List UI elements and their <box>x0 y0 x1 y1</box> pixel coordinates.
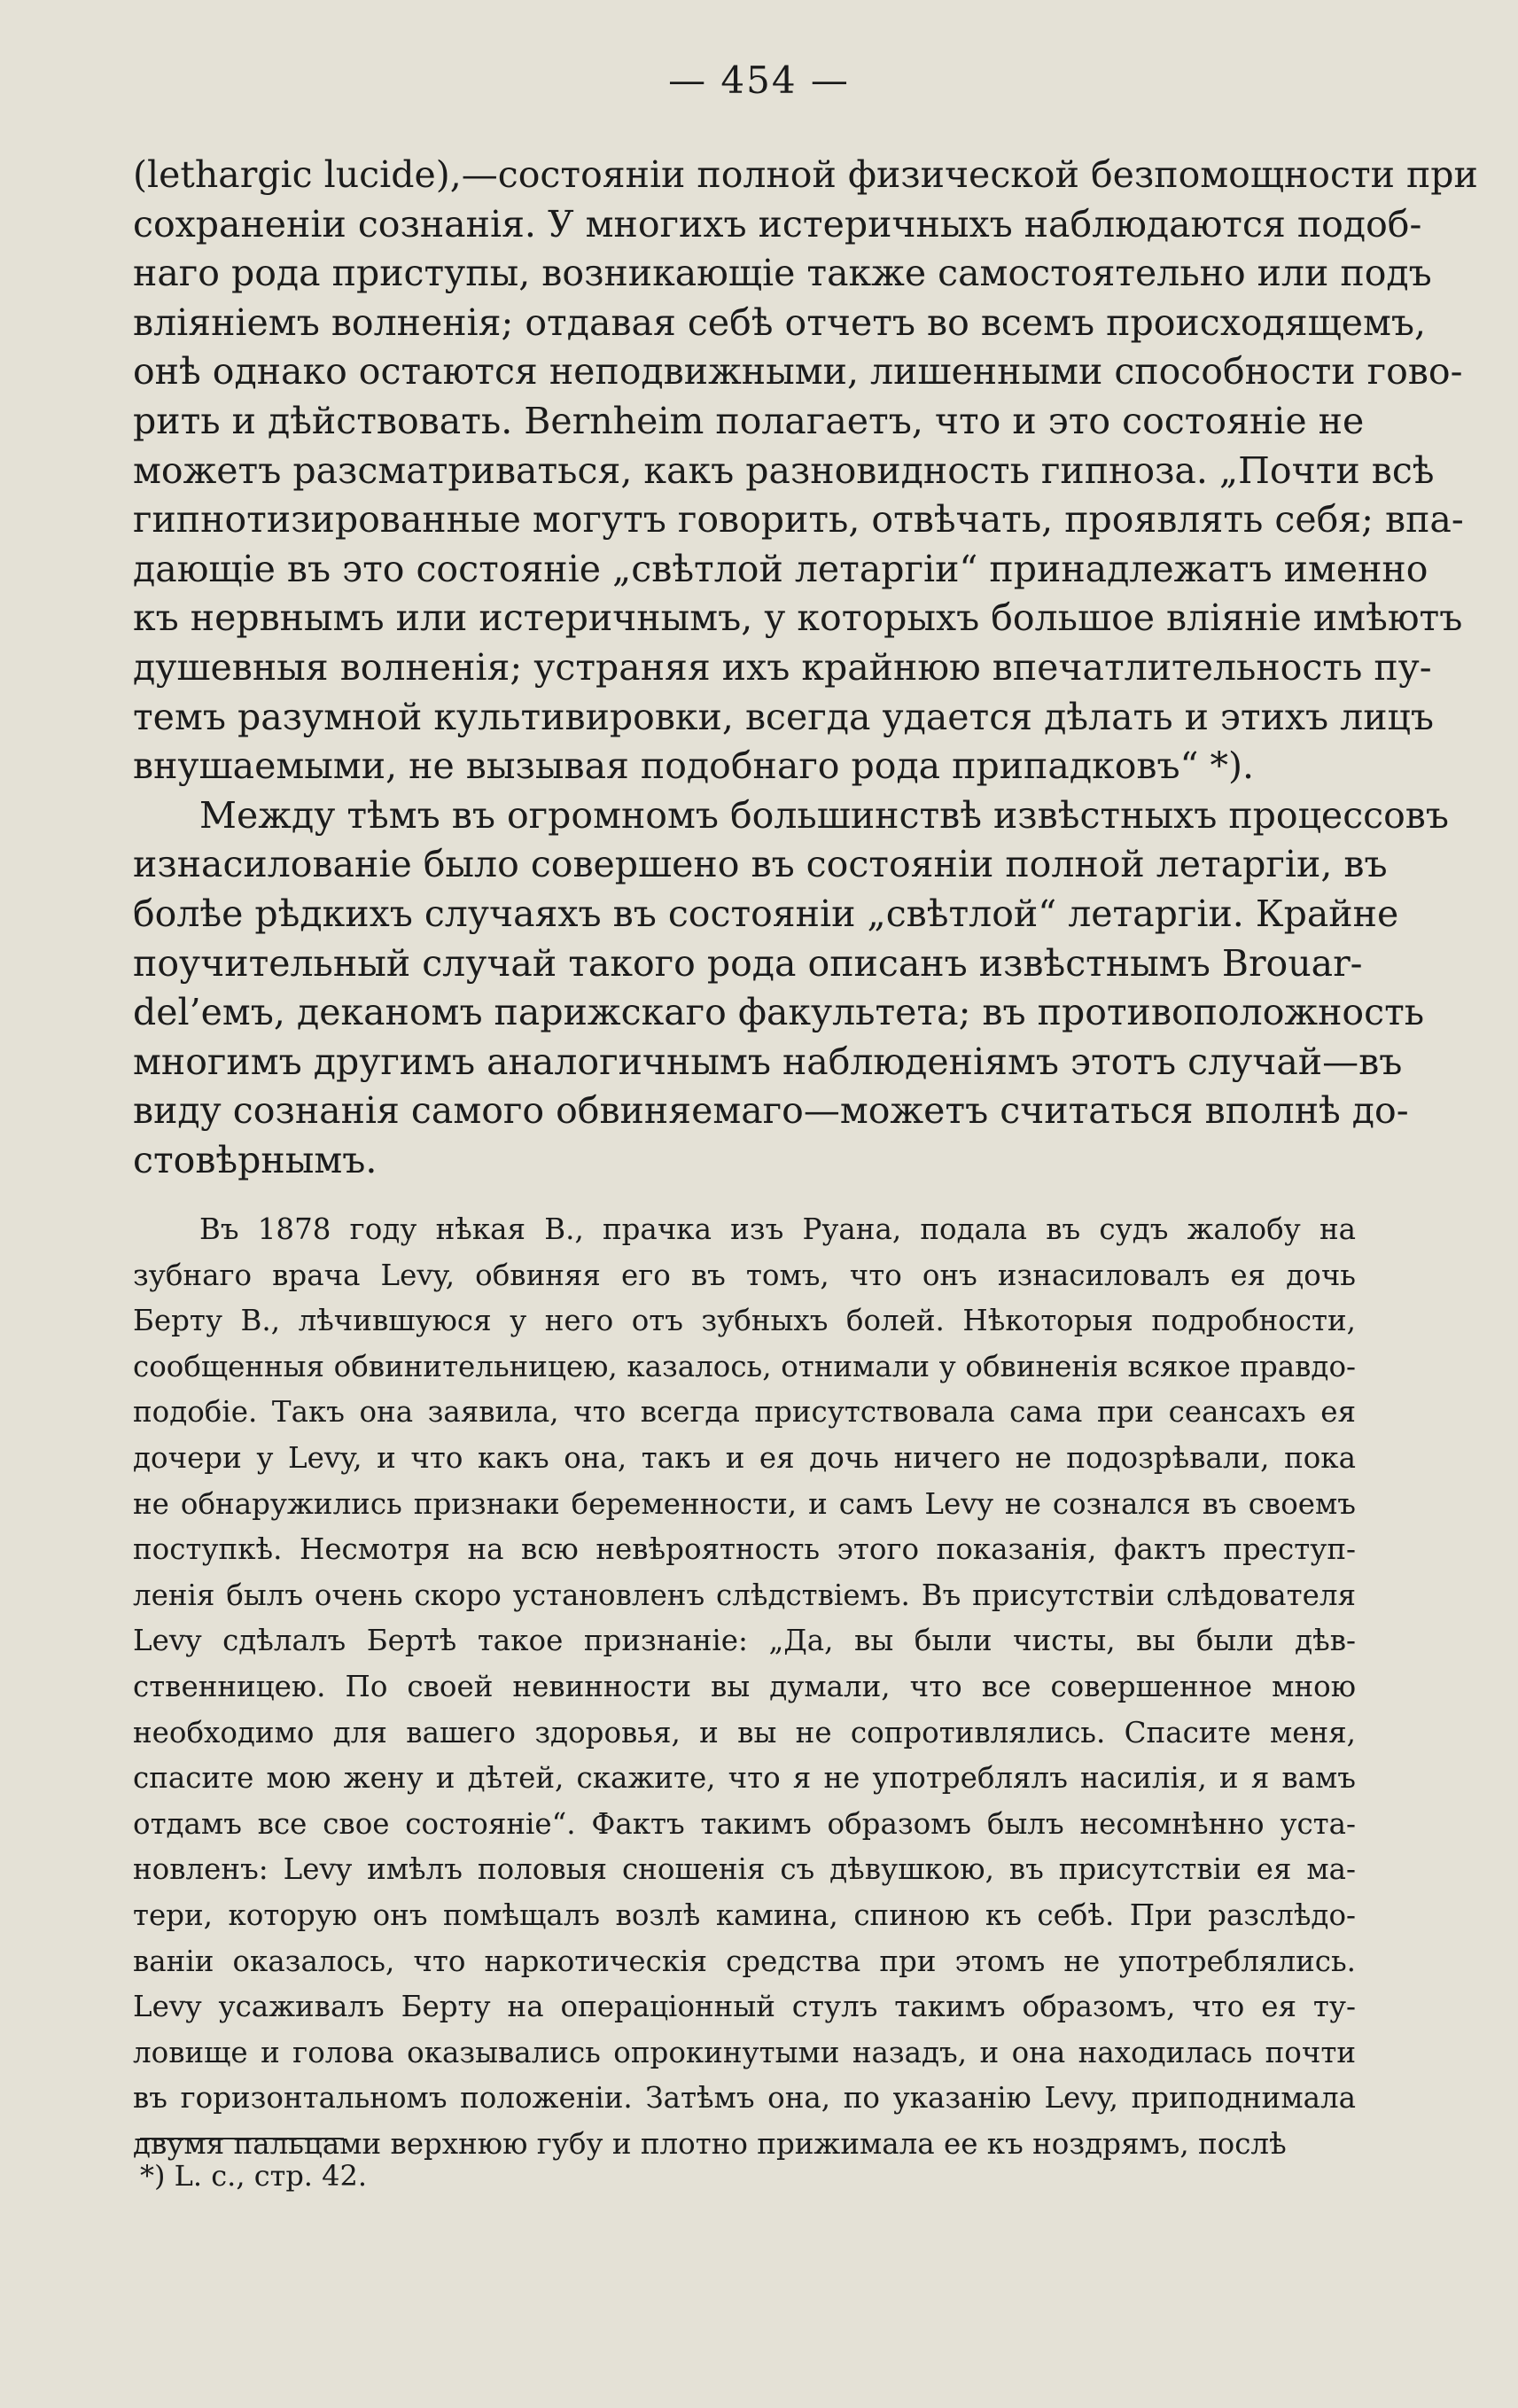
text-line: del’емъ, деканомъ парижскаго факультета; въ противоположность <box>133 991 1425 1034</box>
text-line: поучительный случай такого рода описанъ извѣстнымъ Brouar- <box>133 941 1363 985</box>
text-line: (lethargic lucide),—состоянiи полной физической безпомощности при <box>133 153 1478 196</box>
paragraph-3 <box>133 1207 1356 2167</box>
text-line: ленiя былъ очень скоро установленъ слѣдствiемъ. Въ присутствiи слѣдователя <box>133 1578 1356 1612</box>
text-line: стовѣрнымъ. <box>133 1138 378 1181</box>
text-line: наго рода приступы, возникающiе также самостоятельно или подъ <box>133 252 1432 295</box>
text-line: сообщенныя обвинительницею, казалось, отнимали у обвиненiя всякое правдо- <box>133 1349 1356 1383</box>
text-line: дочери у Levy, и что какъ она, такъ и ея дочь ничего не подозрѣвали, пока <box>133 1440 1356 1475</box>
page-number: — 454 — <box>668 58 850 102</box>
text-line: Levy усаживалъ Берту на операцiонный стулъ такимъ образомъ, что ея ту- <box>133 1990 1356 2024</box>
text-line: влiянiемъ волненiя; отдавая себѣ отчетъ во всемъ происходящемъ, <box>133 300 1427 344</box>
text-line: ванiи оказалось, что наркотическiя средства при этомъ не употреблялись. <box>133 1944 1356 1978</box>
text-line: виду сознанiя самого обвиняемаго—можетъ считаться вполнѣ до- <box>133 1089 1409 1133</box>
text-line: отдамъ все свое состоянiе“. Фактъ такимъ образомъ былъ несомнѣнно уста- <box>133 1806 1356 1841</box>
footnote: *) L. c., стр. 42. <box>140 2159 368 2193</box>
text-line: подобiе. Такъ она заявила, что всегда присутствовала сама при сеансахъ ея <box>133 1395 1356 1430</box>
text-line: болѣе рѣдкихъ случаяхъ въ состоянiи „свѣтлой“ летаргiи. Крайне <box>133 892 1399 935</box>
footnote-divider <box>140 2138 344 2139</box>
text-line: онѣ однако остаются неподвижными, лишенными способности гово- <box>133 350 1463 394</box>
case-description <box>133 1207 1356 2167</box>
text-line: тери, которую онъ помѣщалъ возлѣ камина, спиною къ себѣ. При разслѣдо- <box>133 1898 1356 1932</box>
paragraph-2 <box>133 791 1449 1186</box>
text-line: рить и дѣйствовать. Bernheim полагаетъ, что и это состоянiе не <box>133 399 1365 442</box>
text-line: не обнаружились признаки беременности, и самъ Levy не сознался въ своемъ <box>133 1486 1356 1521</box>
text-line: ловище и голова оказывались опрокинутыми назадъ, и она находилась почти <box>133 2035 1356 2069</box>
text-line: дающiе въ это состоянiе „свѣтлой летаргiи“ принадлежатъ именно <box>133 547 1428 590</box>
text-line: можетъ разсматриваться, какъ разновидность гипноза. „Почти всѣ <box>133 448 1435 492</box>
text-line: многимъ другимъ аналогичнымъ наблюденiямъ этотъ случай—въ <box>133 1040 1403 1083</box>
text-line: темъ разумной культивировки, всегда удается дѣлать и этихъ лицъ <box>133 695 1434 738</box>
text-line: гипнотизированные могутъ говорить, отвѣчать, проявлять себя; впа- <box>133 498 1464 542</box>
text-line: зубнаго врача Levy, обвиняя его въ томъ, что онъ изнасиловалъ ея дочь <box>133 1258 1356 1292</box>
text-line: необходимо для вашего здоровья, и вы не сопротивлялись. Спасите меня, <box>133 1715 1356 1750</box>
text-line: новленъ: Levy имѣлъ половыя сношенiя съ дѣвушкою, въ присутствiи ея ма- <box>133 1852 1356 1887</box>
text-line: Въ 1878 году нѣкая В., прачка изъ Руана, подала въ судъ жалобу на <box>199 1212 1356 1246</box>
text-line: поступкѣ. Несмотря на всю невѣроятность этого показанiя, фактъ преступ- <box>133 1532 1356 1567</box>
text-line: душевныя волненiя; устраняя ихъ крайнюю впечатлительность пу- <box>133 645 1432 689</box>
text-line: Берту В., лѣчившуюся у него отъ зубныхъ болей. Нѣкоторыя подробности, <box>133 1304 1356 1338</box>
text-line: Levy сдѣлалъ Бертѣ такое признанiе: „Да, вы были чисты, вы были дѣв- <box>133 1624 1356 1658</box>
main-text <box>133 151 1478 1185</box>
text-line: внушаемыми, не вызывая подобнаго рода припадковъ“ *). <box>133 744 1255 788</box>
text-line: Между тѣмъ въ огромномъ большинствѣ извѣстныхъ процессовъ <box>199 793 1449 837</box>
text-line: въ горизонтальномъ положенiи. Затѣмъ она, по указанiю Levy, приподнимала <box>133 2081 1356 2116</box>
paragraph-1 <box>133 151 1478 791</box>
text-line: двумя пальцами верхнюю губу и плотно прижимала ее къ ноздрямъ, послѣ <box>133 2126 1287 2161</box>
text-line: сохраненiи сознанiя. У многихъ истеричныхъ наблюдаются подоб- <box>133 202 1422 245</box>
text-line: къ нервнымъ или истеричнымъ, у которыхъ большое влiянiе имѣютъ <box>133 596 1463 640</box>
text-line: изнасилованiе было совершено въ состоянiи полной летаргiи, въ <box>133 843 1388 886</box>
text-line: спасите мою жену и дѣтей, скажите, что я не употреблялъ насилiя, и я вамъ <box>133 1761 1356 1796</box>
text-line: ственницею. По своей невинности вы думали, что все совершенное мною <box>133 1669 1356 1703</box>
